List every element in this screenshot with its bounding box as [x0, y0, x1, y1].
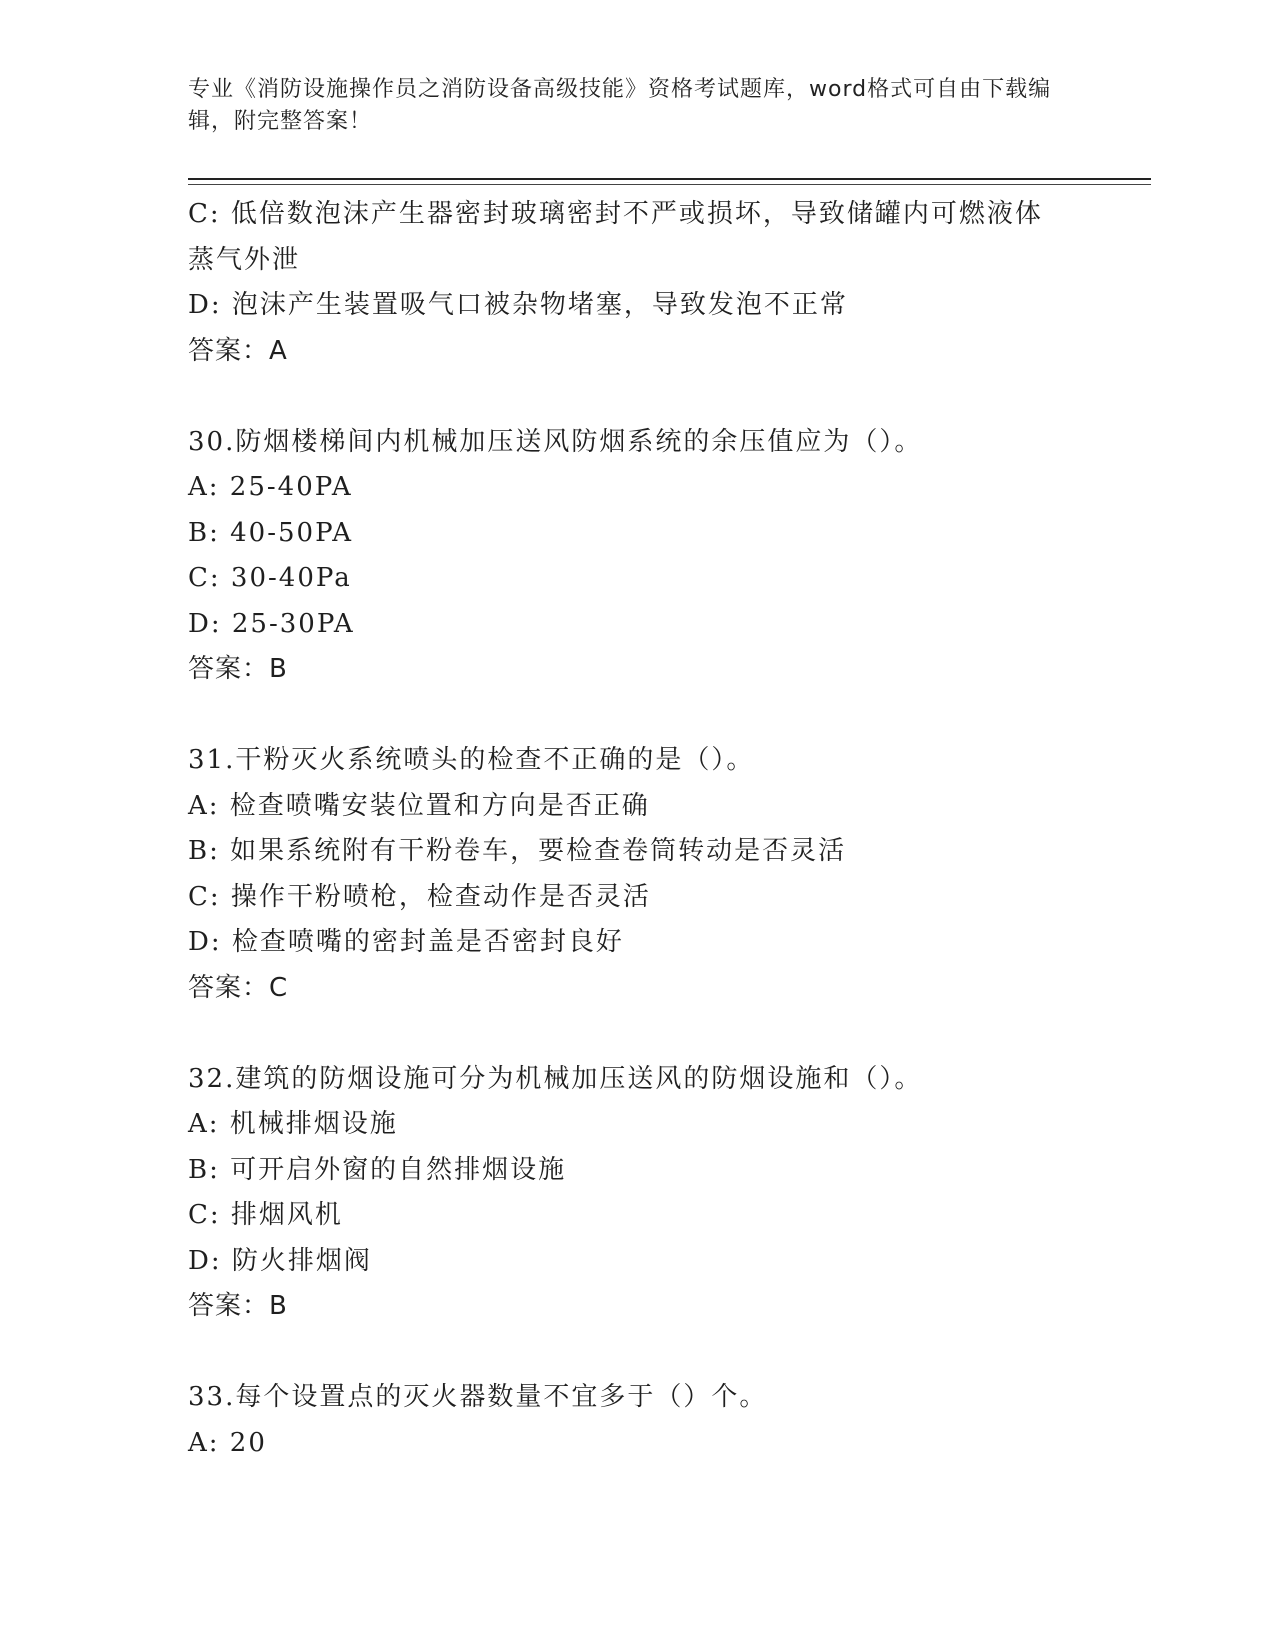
question-29-continuation	[188, 192, 1088, 374]
spacer	[188, 693, 1088, 739]
question-text: 31.干粉灭火系统喷头的检查不正确的是（）。	[188, 745, 755, 775]
option-d: D: 检查喷嘴的密封盖是否密封良好	[188, 927, 624, 957]
option-d: D: 25-30PA	[188, 608, 355, 639]
question-30	[188, 420, 1088, 693]
question-32	[188, 1057, 1088, 1330]
option-c: C: 操作干粉喷枪，检查动作是否灵活	[188, 881, 651, 912]
option-a: A: 25-40PA	[188, 472, 353, 502]
option-c: C: 30-40Pa	[188, 563, 352, 593]
option-a: A: 机械排烟设施	[188, 1109, 398, 1139]
option-d: D: 防火排烟阀	[188, 1245, 372, 1276]
question-text: 33.每个设置点的灭火器数量不宜多于（）个。	[188, 1382, 768, 1412]
question-text: 32.建筑的防烟设施可分为机械加压送风的防烟设施和（）。	[188, 1063, 923, 1094]
option-d: D: 泡沫产生装置吸气口被杂物堵塞，导致发泡不正常	[188, 290, 848, 320]
question-33	[188, 1375, 1088, 1466]
spacer	[188, 1011, 1088, 1057]
header-divider-thick	[188, 178, 1151, 180]
option-b: B: 如果系统附有干粉卷车，要检查卷筒转动是否灵活	[188, 836, 847, 866]
answer: 答案：C	[188, 972, 289, 1003]
answer: 答案：B	[188, 654, 288, 684]
option-c: C: 低倍数泡沫产生器密封玻璃密封不严或损坏，导致储罐内可燃液体蒸气外泄	[188, 199, 1043, 275]
question-31	[188, 738, 1088, 1011]
option-c: C: 排烟风机	[188, 1200, 343, 1230]
answer: 答案：A	[188, 335, 288, 366]
option-b: B: 可开启外窗的自然排烟设施	[188, 1154, 567, 1185]
header-divider-thin	[188, 184, 1151, 185]
document-header: 专业《消防设施操作员之消防设备高级技能》资格考试题库，word格式可自由下载编辑，附完整答案！	[188, 77, 1052, 134]
question-content	[188, 192, 1088, 1466]
answer: 答案：B	[188, 1291, 288, 1321]
spacer	[188, 1330, 1088, 1376]
option-a: A: 20	[188, 1427, 267, 1458]
option-a: A: 检查喷嘴安装位置和方向是否正确	[188, 790, 650, 821]
question-text: 30.防烟楼梯间内机械加压送风防烟系统的余压值应为（）。	[188, 426, 923, 457]
spacer	[188, 374, 1088, 420]
option-b: B: 40-50PA	[188, 517, 353, 548]
